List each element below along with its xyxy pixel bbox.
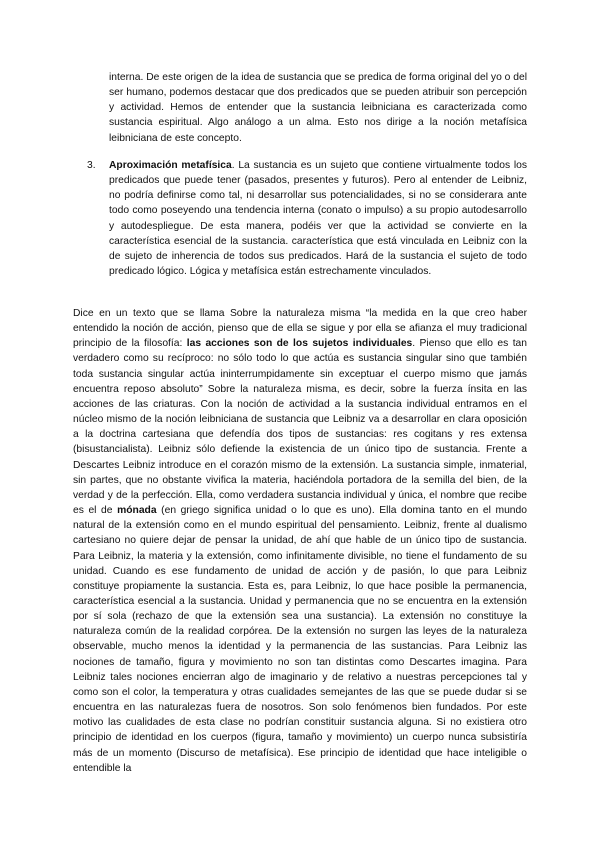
main-text-part-1: Dice en un texto que se llama Sobre la naturaleza misma “la medida en la que creo haber entendido la noción de acción, pienso que de ella se sigue y por ella se afianza el muy tradicional principio de la filosofía: xyxy=(73,308,527,350)
main-bold-phrase-acciones: las acciones son de los sujetos individuales xyxy=(186,338,413,350)
list-item-number: 3. xyxy=(87,160,96,171)
list-item-body xyxy=(109,158,527,279)
main-text-part-3: (en griego significa unidad o lo que es uno). Ella domina tanto en el mundo natural de la extensión como en el mundo espiritual del pensamiento. Leibniz, frente al dualismo cartesiano no quiere dejar de pensar la unidad, de ahí que hable de un único tipo de sustancia. Para Leibniz, la materia y la extensión, como infinitamente divisible, no tiene el fundamento de su unidad. Cuando es ese fundamento de unidad de acción y de pasión, lo que para Leibniz constituye propiamente la sustancia. Esta es, para Leibniz, lo que hace posible la permanencia, característica esencial a la sustancia. Unidad y permanencia que no se encuentra en la extensión por sí sola (rechazo de que la extensión sea una sustancia). La extensión no constituye la naturaleza común de la realidad corpórea. De la extensión no surgen las leyes de la naturaleza observable, mucho menos la identidad y la permanencia de las sustancias. Para Leibniz las nociones de tamaño, figura y movimiento no son tan distintas como Descartes imagina. Para Leibniz tales nociones encierran algo de imaginario y de relativo a nuestras percepciones tal y como son el color, la temperatura y otras cualidades semejantes de las que se puede dudar si se encuentra en las naturalezas fuera de nosotros. Son solo fenómenos bien fundados. Por este motivo las cualidades de esta clase no podrían constituir sustancia alguna. Si no existiera otro principio de identidad en los cuerpos (figura, tamaño y movimiento) un cuerpo nunca subsistiría más de un momento (Discurso de metafísica). Ese principio de identidad que hace inteligible o entendible la xyxy=(73,505,527,774)
continuation-text: interna. De este origen de la idea de sustancia que se predica de forma original del yo o del ser humano, podemos destacar que dos predicados que se pueden atribuir son percepción y actividad. Hemos de entender que la sustancia leibniciana es caracterizada como sustancia espiritual. Algo análogo a un alma. Esto nos dirige a la noción metafísica leibniciana de este concepto. xyxy=(109,72,527,144)
list-item-heading: Aproximación metafísica xyxy=(109,160,232,171)
main-paragraph xyxy=(73,306,527,776)
list-item-text: . La sustancia es un sujeto que contiene virtualmente todos los predicados que puede tener (pasados, presentes y futuros). Pero al entender de Leibniz, no podría definirse como tal, ni desarrollar sus potencialidades, si no se considerara ante todo como poseyendo una tendencia interna (conato o impulso) a su propio autodesarrollo y autodespliegue. De esta manera, podéis ver que la actividad se convierte en la característica esencial de la sustancia. característica que está vinculada en Leibniz con la de sujeto de inherencia de todos sus predicados. Hará de la sustancia el sujeto de todo predicado lógico. Lógica y metafísica están estrechamente vinculados. xyxy=(109,160,528,278)
main-bold-word-monada: mónada xyxy=(117,505,157,517)
main-text-part-2: . Pienso que ello es tan verdadero como su recíproco: no sólo todo lo que actúa es sustancia singular sino que también toda sustancia singular actúa ininterrumpidamente sin exceptuar el cuerpo mismo que jamás encuentra reposo absoluto” Sobre la naturaleza misma, es decir, sobre la fuerza ínsita en las acciones de las criaturas. Con la noción de actividad a la sustancia individual entramos en el núcleo mismo de la noción leibniciana de sustancia que Leibniz va a desarrollar en clara oposición a la doctrina cartesiana que defendía dos tipos de sustancias: res cogitans y res extensa (bisustancialista). Leibniz sólo defiende la existencia de un único tipo de sustancia. Frente a Descartes Leibniz introduce en el corazón mismo de la extensión. La sustancia simple, inmaterial, sin partes, que no obstante vivifica la materia, haciéndola portadora de la semilla del bien, de la verdad y de la perfección. Ella, como verdadera sustancia individual y única, el nombre que recibe es el de xyxy=(73,338,528,517)
continuation-paragraph xyxy=(109,70,527,146)
